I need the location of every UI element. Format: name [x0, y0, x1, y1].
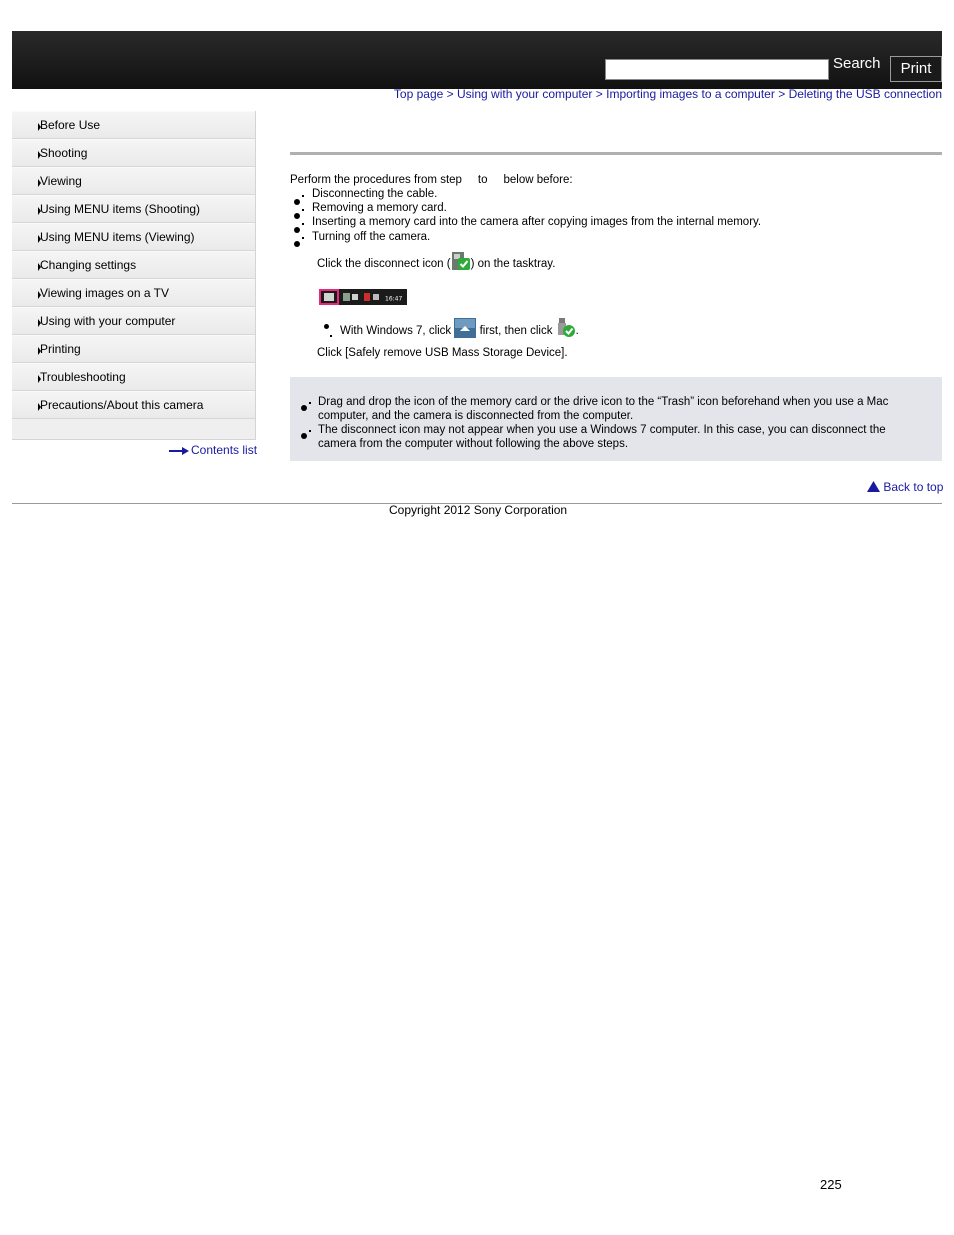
sidebar-item-label: Before Use [40, 118, 101, 132]
win7-prefix: With Windows 7, click [340, 324, 452, 337]
chevron-right-icon [38, 347, 41, 355]
print-button[interactable]: Print [890, 56, 942, 82]
bullet-dot [309, 430, 311, 432]
chevron-right-icon [38, 263, 41, 271]
bullet-dot [302, 195, 304, 197]
breadcrumb-link-deleting-usb[interactable]: Deleting the USB connection [788, 87, 942, 101]
sidebar-item-label: Precautions/About this camera [40, 398, 204, 412]
breadcrumb-separator: > [778, 87, 786, 101]
note-line: camera from the computer without following the above steps. [318, 438, 629, 450]
windows7-note [340, 318, 579, 338]
bullet-icon [301, 405, 307, 411]
breadcrumb-link-top-page[interactable]: Top page [393, 87, 444, 101]
win7-middle: first, then click [479, 324, 553, 337]
bullet-icon [324, 324, 329, 329]
chevron-right-icon [38, 151, 41, 159]
sidebar-item-label: Using MENU items (Viewing) [40, 230, 195, 244]
sidebar-item-before-use[interactable] [12, 111, 255, 139]
breadcrumb [394, 87, 942, 101]
sidebar-item-shooting[interactable] [12, 139, 255, 167]
note-line: Drag and drop the icon of the memory card or the drive icon to the “Trash” icon beforehand when you use a Mac [318, 396, 889, 408]
list-item: Turning off the camera. [312, 231, 431, 243]
list-item: Disconnecting the cable. [312, 188, 438, 200]
copyright-text: Copyright 2012 Sony Corporation [389, 503, 568, 517]
sidebar-item-menu-viewing[interactable] [12, 223, 255, 251]
chevron-right-icon [38, 235, 41, 243]
chevron-right-icon [38, 179, 41, 187]
sidebar-nav [12, 111, 256, 440]
chevron-right-icon [38, 375, 41, 383]
bullet-icon [301, 433, 307, 439]
bullet-dot [330, 335, 332, 337]
win7-suffix: . [575, 324, 579, 337]
step-1-text [317, 251, 555, 271]
search-input[interactable] [605, 59, 829, 80]
back-to-top-label: Back to top [883, 480, 944, 494]
step-1-prefix: Click the disconnect icon ( [317, 257, 451, 270]
intro-to: to [477, 174, 488, 186]
note-line: computer, and the camera is disconnected from the computer. [318, 410, 634, 422]
tasktray-image [319, 289, 407, 305]
title-divider [290, 152, 942, 155]
step-1-suffix: ) on the tasktray. [470, 257, 556, 270]
triangle-up-icon [867, 481, 880, 492]
show-hidden-icons-icon [454, 318, 476, 338]
chevron-right-icon [38, 291, 41, 299]
sidebar-item-label: Using MENU items (Shooting) [40, 202, 201, 216]
bullet-dot [309, 402, 311, 404]
breadcrumb-link-importing-images[interactable]: Importing images to a computer [606, 87, 775, 101]
bullet-icon [294, 227, 300, 233]
breadcrumb-separator: > [446, 87, 454, 101]
breadcrumb-link-using-with-computer[interactable]: Using with your computer [457, 87, 593, 101]
note-box [290, 377, 942, 461]
chevron-right-icon [38, 207, 41, 215]
bullet-icon [294, 241, 300, 247]
sidebar-item-viewing-on-tv[interactable] [12, 279, 255, 307]
sidebar-item-using-with-computer[interactable] [12, 307, 255, 335]
tasktray-icons [319, 289, 407, 305]
bullet-dot [302, 237, 304, 239]
intro-prefix: Perform the procedures from step [290, 174, 462, 186]
step-2-text: Click [Safely remove USB Mass Storage Device]. [317, 347, 568, 359]
sidebar-item-label: Changing settings [40, 258, 137, 272]
chevron-right-icon [38, 319, 41, 327]
sidebar-item-printing[interactable] [12, 335, 255, 363]
bullet-dot [302, 223, 304, 225]
breadcrumb-separator: > [595, 87, 603, 101]
bullet-icon [294, 199, 300, 205]
search-button[interactable]: Search [833, 55, 881, 72]
sidebar-item-label: Troubleshooting [40, 370, 126, 384]
safely-remove-icon [556, 318, 576, 338]
list-item: Removing a memory card. [312, 202, 447, 214]
chevron-right-icon [38, 123, 41, 131]
back-to-top-link[interactable] [867, 480, 943, 494]
contents-list-label: Contents list [191, 443, 258, 457]
sidebar-item-label: Shooting [40, 146, 88, 160]
sidebar-item-changing-settings[interactable] [12, 251, 255, 279]
page-number: 225 [820, 1177, 842, 1192]
sidebar-item-label: Using with your computer [40, 314, 176, 328]
note-line: The disconnect icon may not appear when you use a Windows 7 computer. In this case, you can disconnect the [318, 424, 886, 436]
sidebar-item-precautions[interactable] [12, 391, 255, 419]
sidebar-item-label: Viewing images on a TV [40, 286, 169, 300]
intro-text [290, 174, 573, 186]
disconnect-icon [451, 251, 471, 271]
sidebar-item-viewing[interactable] [12, 167, 255, 195]
sidebar-item-menu-shooting[interactable] [12, 195, 255, 223]
bullet-dot [302, 209, 304, 211]
sidebar-item-label: Viewing [40, 174, 82, 188]
bullet-icon [294, 213, 300, 219]
arrow-right-icon [169, 447, 189, 455]
list-item: Inserting a memory card into the camera after copying images from the internal memory. [312, 216, 762, 228]
contents-list-link[interactable] [169, 443, 257, 457]
sidebar-item-label: Printing [40, 342, 81, 356]
tasktray-time: 16:47 [385, 295, 403, 303]
chevron-right-icon [38, 403, 41, 411]
sidebar-item-troubleshooting[interactable] [12, 363, 255, 391]
intro-suffix: below before: [503, 174, 573, 186]
